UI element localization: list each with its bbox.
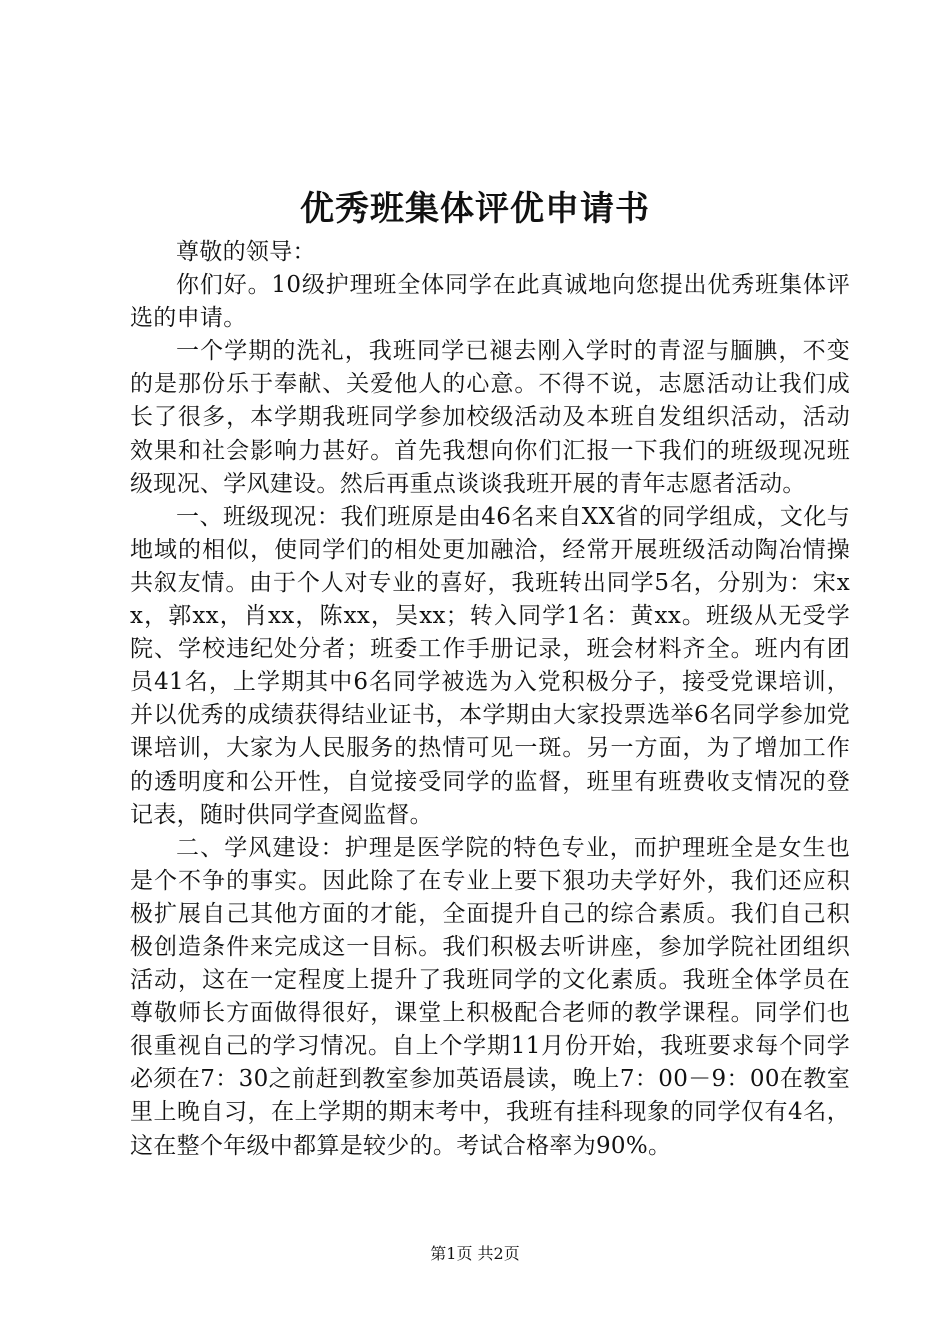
- paragraph-study-style: 二、学风建设：护理是医学院的特色专业，而护理班全是女生也是个不争的事实。因此除了在专业上要下狠功夫学好外，我们还应积极扩展自己其他方面的才能，全面提升自己的综合素质。我们自己积极创造条件来完成这一目标。我们积极去听讲座，参加学院社团组织活动，这在一定程度上提升了我班同学的文化素质。我班全体学员在尊敬师长方面做得很好，课堂上积极配合老师的教学课程。同学们也很重视自己的学习情况。自上个学期11月份开始，我班要求每个同学必须在7：30之前赶到教室参加英语晨读，晚上7：00－9：00在教室里上晚自习，在上学期的期末考中，我班有挂科现象的同学仅有4名，这在整个年级中都算是较少的。考试合格率为90%。: [130, 834, 850, 1159]
- page-number-footer: 第1页 共2页: [430, 1244, 520, 1263]
- paragraph-greeting: 你们好。10级护理班全体同学在此真诚地向您提出优秀班集体评选的申请。: [130, 272, 850, 332]
- paragraph-class-status: 一、班级现况：我们班原是由46名来自XX省的同学组成，文化与地域的相似，使同学们的相处更加融洽，经常开展班级活动陶冶情操共叙友情。由于个人对专业的喜好，我班转出同学5名，分别为：宋xx，郭xx，肖xx，陈xx，吴xx；转入同学1名：黄xx。班级从无受学院、学校违纪处分者；班委工作手册记录，班会材料齐全。班内有团员41名，上学期其中6名同学被选为入党积极分子，接受党课培训，并以优秀的成绩获得结业证书，本学期由大家投票选举6名同学参加党课培训，大家为人民服务的热情可见一斑。另一方面，为了增加工作的透明度和公开性，自觉接受同学的监督，班里有班费收支情况的登记表，随时供同学查阅监督。: [130, 503, 850, 828]
- document-title: 优秀班集体评优申请书: [300, 189, 650, 229]
- document-body: [130, 236, 850, 1163]
- paragraph-intro: 一个学期的洗礼，我班同学已褪去刚入学时的青涩与腼腆，不变的是那份乐于奉献、关爱他人的心意。不得不说，志愿活动让我们成长了很多，本学期我班同学参加校级活动及本班自发组织活动，活动效果和社会影响力甚好。首先我想向你们汇报一下我们的班级现况班级现况、学风建设。然后再重点谈谈我班开展的青年志愿者活动。: [130, 338, 850, 497]
- salutation: 尊敬的领导：: [176, 239, 316, 265]
